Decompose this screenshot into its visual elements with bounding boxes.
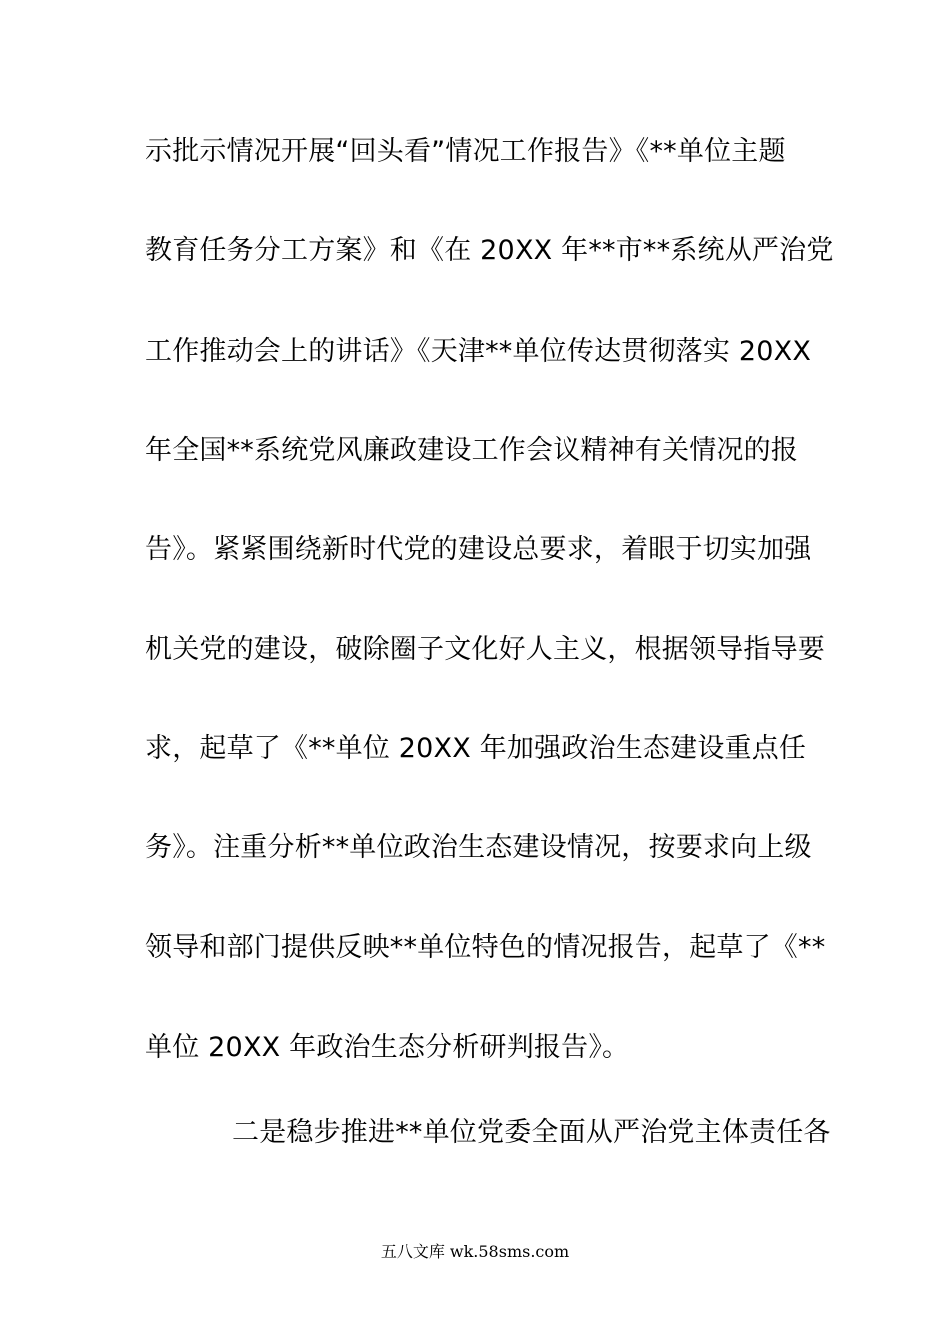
paragraph-line: 示批示情况开展“回头看”情况工作报告》《**单位主题 xyxy=(145,136,786,167)
paragraph-line: 告》。紧紧围绕新时代党的建设总要求，着眼于切实加强 xyxy=(145,534,812,565)
paragraph-line: 机关党的建设，破除圈子文化好人主义，根据领导指导要 xyxy=(145,634,825,665)
paragraph-line: 单位 20XX 年政治生态分析研判报告》。 xyxy=(145,1032,630,1063)
paragraph-line: 领导和部门提供反映**单位特色的情况报告，起草了《** xyxy=(145,932,826,963)
paragraph-line: 务》。注重分析**单位政治生态建设情况，按要求向上级 xyxy=(145,832,812,863)
paragraph-line: 求，起草了《**单位 20XX 年加强政治生态建设重点任 xyxy=(145,733,807,764)
footer-watermark: 五八文库 wk.58sms.com xyxy=(380,1242,570,1261)
paragraph-line: 教育任务分工方案》和《在 20XX 年**市**系统从严治党 xyxy=(145,235,834,266)
paragraph-line: 工作推动会上的讲话》《天津**单位传达贯彻落实 20XX xyxy=(145,336,812,367)
paragraph-line-indented: 二是稳步推进**单位党委全面从严治党主体责任各 xyxy=(232,1117,831,1148)
paragraph-line: 年全国**系统党风廉政建设工作会议精神有关情况的报 xyxy=(145,435,798,466)
